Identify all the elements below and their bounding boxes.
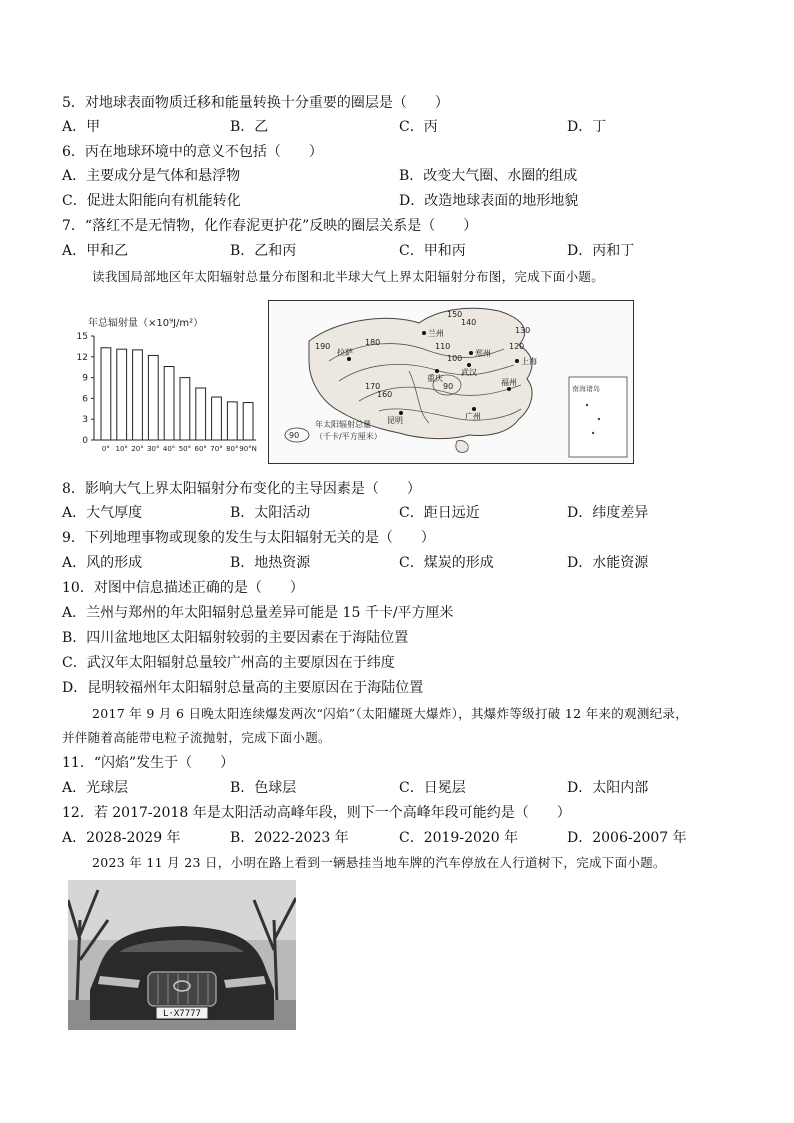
intro-solar-flare-line2: 并伴随着高能带电粒子流抛射，完成下面小题。 xyxy=(62,730,331,745)
chart-bar xyxy=(148,355,158,440)
city-label-kunming: 昆明 xyxy=(387,416,403,425)
city-label-chongqing: 重庆 xyxy=(427,374,443,383)
chart-y-tick-label: 0 xyxy=(82,436,88,446)
q12-options xyxy=(62,827,722,847)
q9-options xyxy=(62,552,722,572)
map-legend-label-2: （千卡/平方厘米） xyxy=(315,432,382,441)
q11-options xyxy=(62,777,722,797)
chart-x-tick-label: 40° xyxy=(162,445,176,453)
q11-option-c[interactable]: C．日冕层 xyxy=(399,780,466,796)
city-dot-zhengzhou xyxy=(469,351,473,355)
chart-x-tick-label: 20° xyxy=(131,445,144,453)
inset-island-1 xyxy=(586,404,588,406)
city-dot-lhasa xyxy=(347,357,351,361)
q10-option-b[interactable]: B．四川盆地地区太阳辐射较弱的主要因素在于海陆位置 xyxy=(62,630,409,646)
q12-option-d[interactable]: D．2006-2007 年 xyxy=(567,830,687,846)
q6-option-b[interactable]: B．改变大气圈、水圈的组成 xyxy=(399,168,578,184)
chart-bar xyxy=(133,350,143,440)
city-label-lanzhou: 兰州 xyxy=(428,329,444,338)
q8-option-a[interactable]: A．大气厚度 xyxy=(62,505,143,521)
q9-stem: 9．下列地理事物或现象的发生与太阳辐射无关的是（ ） xyxy=(62,530,435,546)
q11-stem: 11．“闪焰”发生于（ ） xyxy=(62,755,235,771)
chart-bar xyxy=(227,402,237,440)
intro-solar-radiation: 读我国局部地区年太阳辐射总量分布图和北半球大气上界太阳辐射分布图，完成下面小题。 xyxy=(92,269,605,284)
radiation-bar-chart-svg xyxy=(68,302,264,462)
city-dot-chongqing xyxy=(435,369,439,373)
q6-stem: 6．丙在地球环境中的意义不包括（ ） xyxy=(62,144,323,160)
q8-option-b[interactable]: B．太阳活动 xyxy=(230,505,311,521)
isoline-value-160: 160 xyxy=(377,390,393,399)
radiation-bar-chart xyxy=(68,302,264,462)
city-dot-shanghai xyxy=(515,359,519,363)
chart-x-tick-label: 0° xyxy=(101,445,110,453)
inset-island-3 xyxy=(592,432,594,434)
q8-options xyxy=(62,502,722,522)
isoline-value-180: 180 xyxy=(365,338,381,347)
city-dot-kunming xyxy=(399,411,403,415)
chart-bar xyxy=(180,378,190,440)
china-radiation-map-svg xyxy=(269,301,633,463)
q5-options xyxy=(62,116,722,136)
q5-stem: 5．对地球表面物质迁移和能量转换十分重要的圈层是（ ） xyxy=(62,95,449,111)
chart-y-tick-label: 9 xyxy=(82,373,88,384)
isoline-value-150: 150 xyxy=(447,310,463,319)
city-dot-wuhan xyxy=(467,363,471,367)
isoline-value-100: 100 xyxy=(447,354,463,363)
q7-stem: 7．“落红不是无情物，化作春泥更护花”反映的圈层关系是（ ） xyxy=(62,218,478,234)
city-label-guangzhou: 广州 xyxy=(465,412,481,421)
chart-ylabel: 年总辐射量（×10⁹J/m²） xyxy=(88,318,204,329)
chart-bar xyxy=(243,403,253,440)
q7-option-b[interactable]: B．乙和丙 xyxy=(230,243,297,259)
car-photo xyxy=(68,880,296,1030)
chart-y-tick-label: 3 xyxy=(82,415,88,426)
q10-option-a[interactable]: A．兰州与郑州的年太阳辐射总量差异可能是 15 千卡/平方厘米 xyxy=(62,605,454,621)
isoline-value-130: 130 xyxy=(515,326,531,335)
q5-option-b[interactable]: B．乙 xyxy=(230,119,269,135)
q12-stem: 12．若 2017-2018 年是太阳活动高峰年段，则下一个高峰年段可能约是（ ） xyxy=(62,805,571,821)
q9-option-c[interactable]: C．煤炭的形成 xyxy=(399,555,494,571)
chart-x-tick-label: 70° xyxy=(210,445,223,453)
chart-bar xyxy=(212,397,222,440)
q11-option-a[interactable]: A．光球层 xyxy=(62,780,129,796)
isoline-value-170: 170 xyxy=(365,382,381,391)
intro-car-photo: 2023 年 11 月 23 日，小明在路上看到一辆悬挂当地车牌的汽车停放在人行道树下，完成下面小题。 xyxy=(92,855,666,870)
q6-option-a[interactable]: A．主要成分是气体和悬浮物 xyxy=(62,168,241,184)
isoline-value-90: 90 xyxy=(443,382,454,391)
isoline-value-110: 110 xyxy=(435,342,451,351)
map-legend-value: 90 xyxy=(289,431,300,440)
q9-option-b[interactable]: B．地热资源 xyxy=(230,555,311,571)
chart-x-tick-label: 60° xyxy=(194,445,207,453)
q10-option-d[interactable]: D．昆明较福州年太阳辐射总量高的主要原因在于海陆位置 xyxy=(62,680,424,696)
q8-option-d[interactable]: D．纬度差异 xyxy=(567,505,649,521)
q8-stem: 8．影响大气上界太阳辐射分布变化的主导因素是（ ） xyxy=(62,481,421,497)
q7-option-d[interactable]: D．丙和丁 xyxy=(567,243,635,259)
city-label-zhengzhou: 郑州 xyxy=(475,349,491,358)
map-legend-label-1: 年太阳辐射总量 xyxy=(315,420,371,429)
city-dot-lanzhou xyxy=(422,331,426,335)
q10-option-c[interactable]: C．武汉年太阳辐射总量较广州高的主要原因在于纬度 xyxy=(62,655,395,671)
chart-x-tick-label: 50° xyxy=(178,445,192,453)
isoline-value-140: 140 xyxy=(461,318,477,327)
q6-options-row1 xyxy=(62,165,722,185)
city-dot-guangzhou xyxy=(472,407,476,411)
q6-options-row2 xyxy=(62,190,722,210)
car-photo-svg xyxy=(68,880,296,1030)
city-label-fuzhou: 福州 xyxy=(501,378,517,387)
chart-x-tick-label: 90°N xyxy=(239,445,257,453)
q5-option-c[interactable]: C．丙 xyxy=(399,119,438,135)
q6-option-c[interactable]: C．促进太阳能向有机能转化 xyxy=(62,193,241,209)
q7-option-c[interactable]: C．甲和丙 xyxy=(399,243,466,259)
q5-option-d[interactable]: D．丁 xyxy=(567,119,607,135)
q8-option-c[interactable]: C．距日远近 xyxy=(399,505,480,521)
chart-bar xyxy=(196,388,206,440)
q7-option-a[interactable]: A．甲和乙 xyxy=(62,243,129,259)
chart-bar xyxy=(164,367,174,440)
q12-option-c[interactable]: C．2019-2020 年 xyxy=(399,830,519,846)
q11-option-d[interactable]: D．太阳内部 xyxy=(567,780,649,796)
inset-island-2 xyxy=(598,418,600,420)
china-radiation-map xyxy=(268,300,634,464)
chart-y-tick-label: 15 xyxy=(76,332,88,342)
chart-bar xyxy=(117,349,127,440)
city-label-wuhan: 武汉 xyxy=(461,368,477,377)
q10-stem: 10．对图中信息描述正确的是（ ） xyxy=(62,580,304,596)
license-plate-text: L·X7777 xyxy=(163,1009,201,1019)
q7-options xyxy=(62,240,722,260)
inset-label: 南海诸岛 xyxy=(572,385,600,393)
q6-option-d[interactable]: D．改造地球表面的地形地貌 xyxy=(399,193,579,209)
isoline-value-120: 120 xyxy=(509,342,525,351)
chart-bar xyxy=(101,348,111,440)
q12-option-b[interactable]: B．2022-2023 年 xyxy=(230,830,349,846)
isoline-value-190: 190 xyxy=(315,342,331,351)
chart-x-tick-label: 80° xyxy=(226,445,239,453)
q9-option-a[interactable]: A．风的形成 xyxy=(62,555,143,571)
q5-option-a[interactable]: A．甲 xyxy=(62,119,101,135)
city-label-shanghai: 上海 xyxy=(521,357,537,366)
city-dot-fuzhou xyxy=(507,387,511,391)
q12-option-a[interactable]: A．2028-2029 年 xyxy=(62,830,181,846)
map-island xyxy=(456,441,468,453)
chart-x-tick-label: 10° xyxy=(115,445,128,453)
intro-solar-flare-line1: 2017 年 9 月 6 日晚太阳连续爆发两次“闪焰”（太阳耀斑大爆炸），其爆炸等级打破 12 年来的观测纪录， xyxy=(92,706,689,721)
q9-option-d[interactable]: D．水能资源 xyxy=(567,555,649,571)
chart-y-tick-label: 12 xyxy=(76,352,88,363)
chart-y-tick-label: 6 xyxy=(82,394,88,405)
q11-option-b[interactable]: B．色球层 xyxy=(230,780,297,796)
chart-x-tick-label: 30° xyxy=(147,445,160,453)
city-label-lhasa: 拉萨 xyxy=(337,348,353,357)
